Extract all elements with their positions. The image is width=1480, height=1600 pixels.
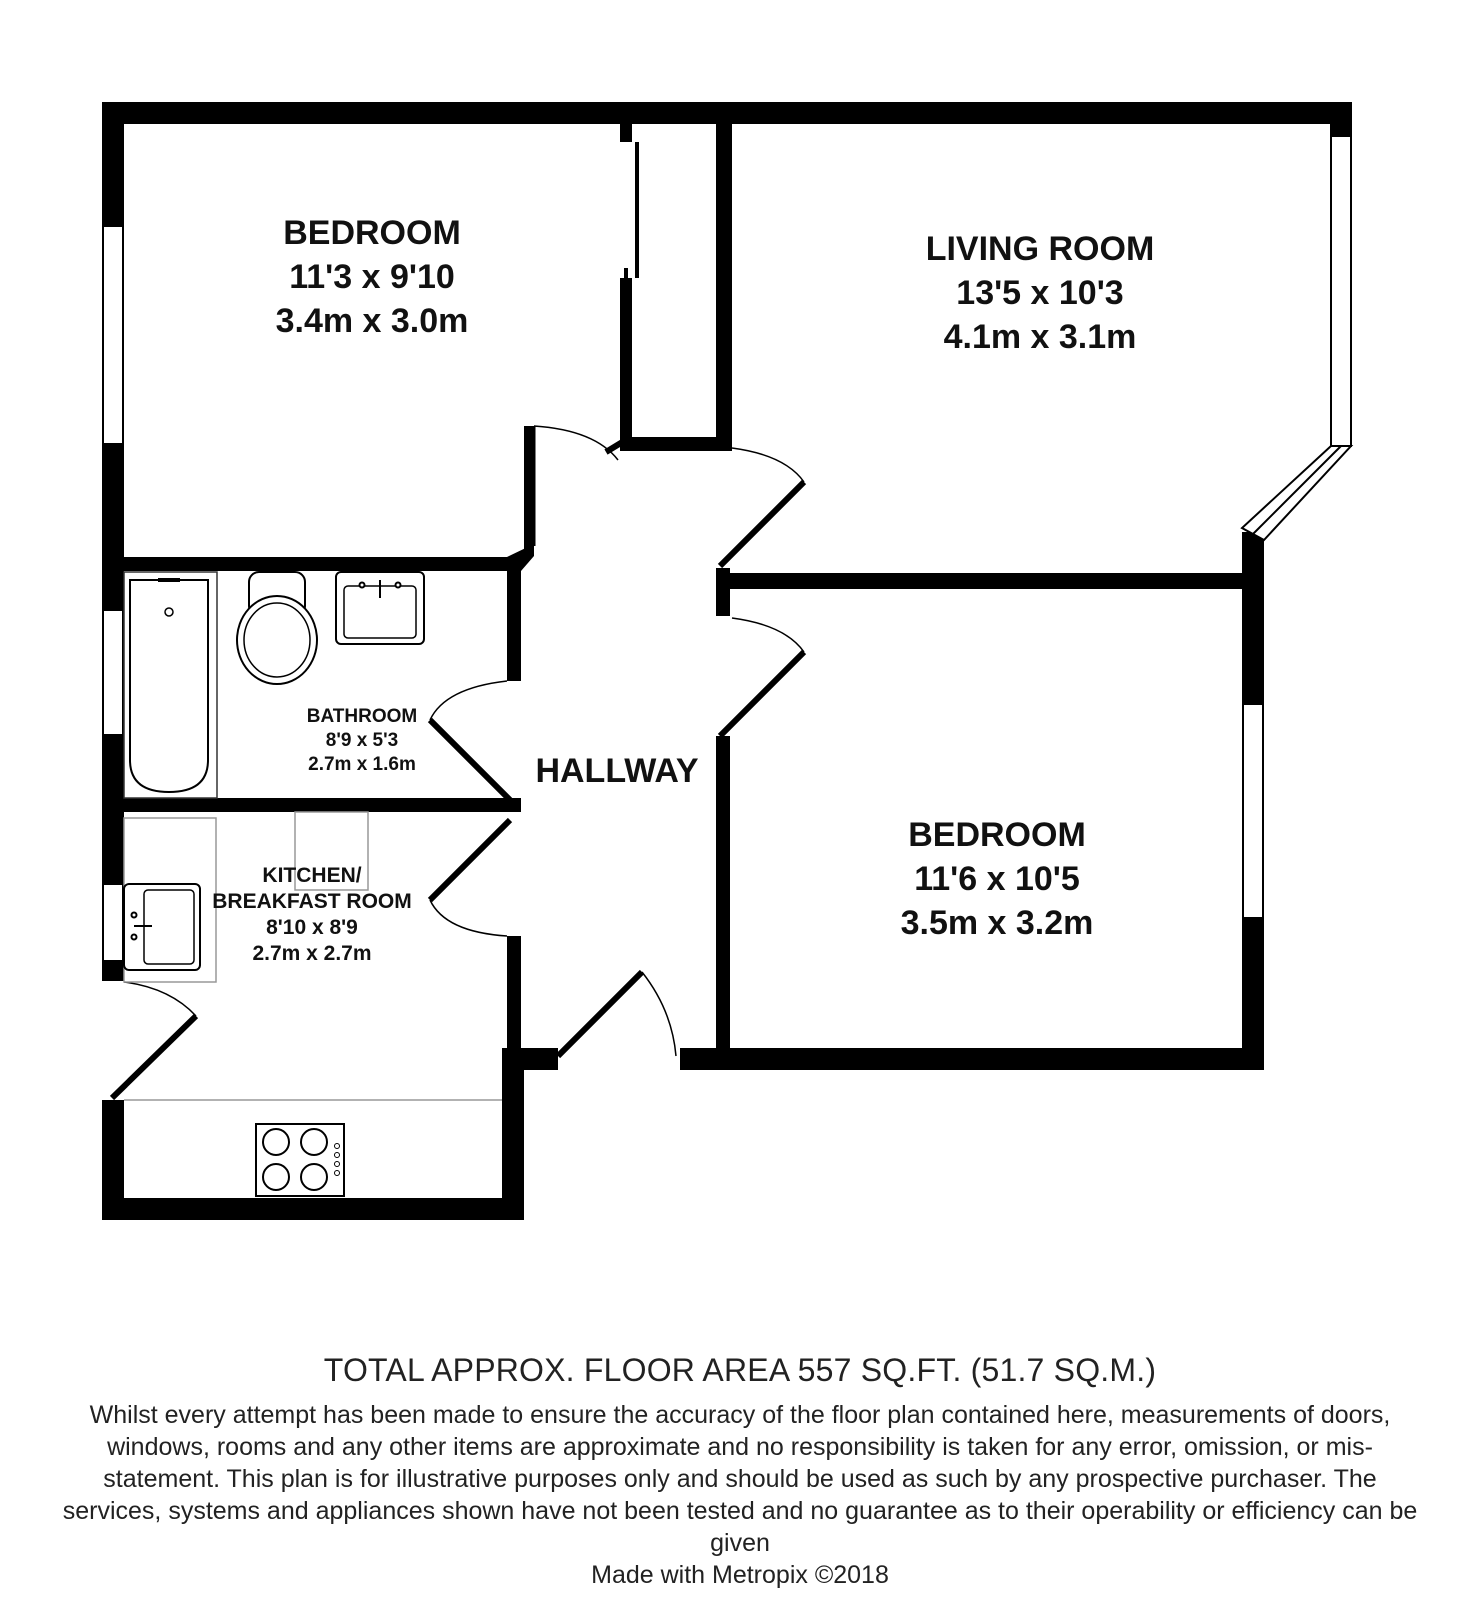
- bedroom1-name: BEDROOM: [283, 214, 461, 252]
- kitchen-name-2: BREAKFAST ROOM: [212, 890, 412, 913]
- wall-cupboard-right: [716, 124, 732, 450]
- window-kitchen: [103, 884, 123, 961]
- living-imperial: 13'5 x 10'3: [956, 274, 1124, 312]
- window-living: [1331, 136, 1351, 446]
- bathroom-imperial: 8'9 x 5'3: [325, 730, 399, 751]
- wall-hall-right-a: [716, 568, 730, 616]
- bedroom2-imperial: 11'6 x 10'5: [914, 860, 1080, 898]
- wall-hall-right-b: [716, 736, 730, 1048]
- wall-cupboard-bottom: [620, 437, 732, 451]
- wall-right-bed2-b: [1242, 918, 1264, 1070]
- kitchen-metric: 2.7m x 2.7m: [252, 942, 372, 965]
- hallway-name: HALLWAY: [535, 752, 699, 790]
- wall-cupboard-a: [620, 124, 632, 142]
- bathroom-metric: 2.7m x 1.6m: [308, 754, 416, 775]
- wall-living-bed2: [716, 573, 1264, 589]
- bedroom1-imperial: 11'3 x 9'10: [289, 258, 455, 296]
- bedroom2-name: BEDROOM: [908, 816, 1086, 854]
- wall-left-b: [102, 444, 124, 610]
- living-metric: 4.1m x 3.1m: [943, 318, 1137, 356]
- window-bedroom2: [1243, 704, 1263, 918]
- bedroom2-metric: 3.5m x 3.2m: [900, 904, 1094, 942]
- kitchen-imperial: 8'10 x 8'9: [266, 916, 358, 939]
- kitchen-name-1: KITCHEN/: [262, 864, 362, 887]
- plan-footer: [0, 1352, 1480, 1591]
- wall-kitchen-right: [502, 1048, 524, 1220]
- wall-bath-right: [507, 557, 521, 681]
- disclaimer-text: Whilst every attempt has been made to ensure the accuracy of the floor plan contained here, measurements of doors, windows, rooms and any other items are approximate and no responsibility is taken for any error, omission, or mis-statement. This plan is for illustrative purposes only and should be used as such by any prospective purchaser. The services, systems and appliances shown have not been tested and no guarantee as to their operability or efficiency can be given: [62, 1401, 1418, 1557]
- wall-kitchen-hall: [507, 936, 521, 1056]
- wall-left-d: [102, 961, 124, 981]
- bathroom-name: BATHROOM: [306, 706, 418, 727]
- metropix-credit: Made with Metropix ©2018: [591, 1561, 889, 1589]
- wall-right-living: [1330, 102, 1352, 136]
- wall-bottom-kitchen: [102, 1198, 524, 1220]
- wall-bed1-bath: [102, 557, 514, 571]
- wall-right-bed2-a: [1242, 532, 1264, 704]
- wall-left-a: [102, 102, 124, 226]
- wall-top: [102, 102, 1352, 124]
- window-bathroom: [103, 610, 123, 735]
- wall-bath-kitchen: [102, 798, 521, 812]
- bay-window: [1242, 446, 1351, 540]
- wall-bottom-bedroom2: [680, 1048, 1264, 1070]
- window-bedroom1: [103, 226, 123, 444]
- bedroom1-metric: 3.4m x 3.0m: [275, 302, 469, 340]
- total-floor-area: TOTAL APPROX. FLOOR AREA 557 SQ.FT. (51.7 SQ.M.): [323, 1352, 1157, 1388]
- living-name: LIVING ROOM: [925, 230, 1155, 268]
